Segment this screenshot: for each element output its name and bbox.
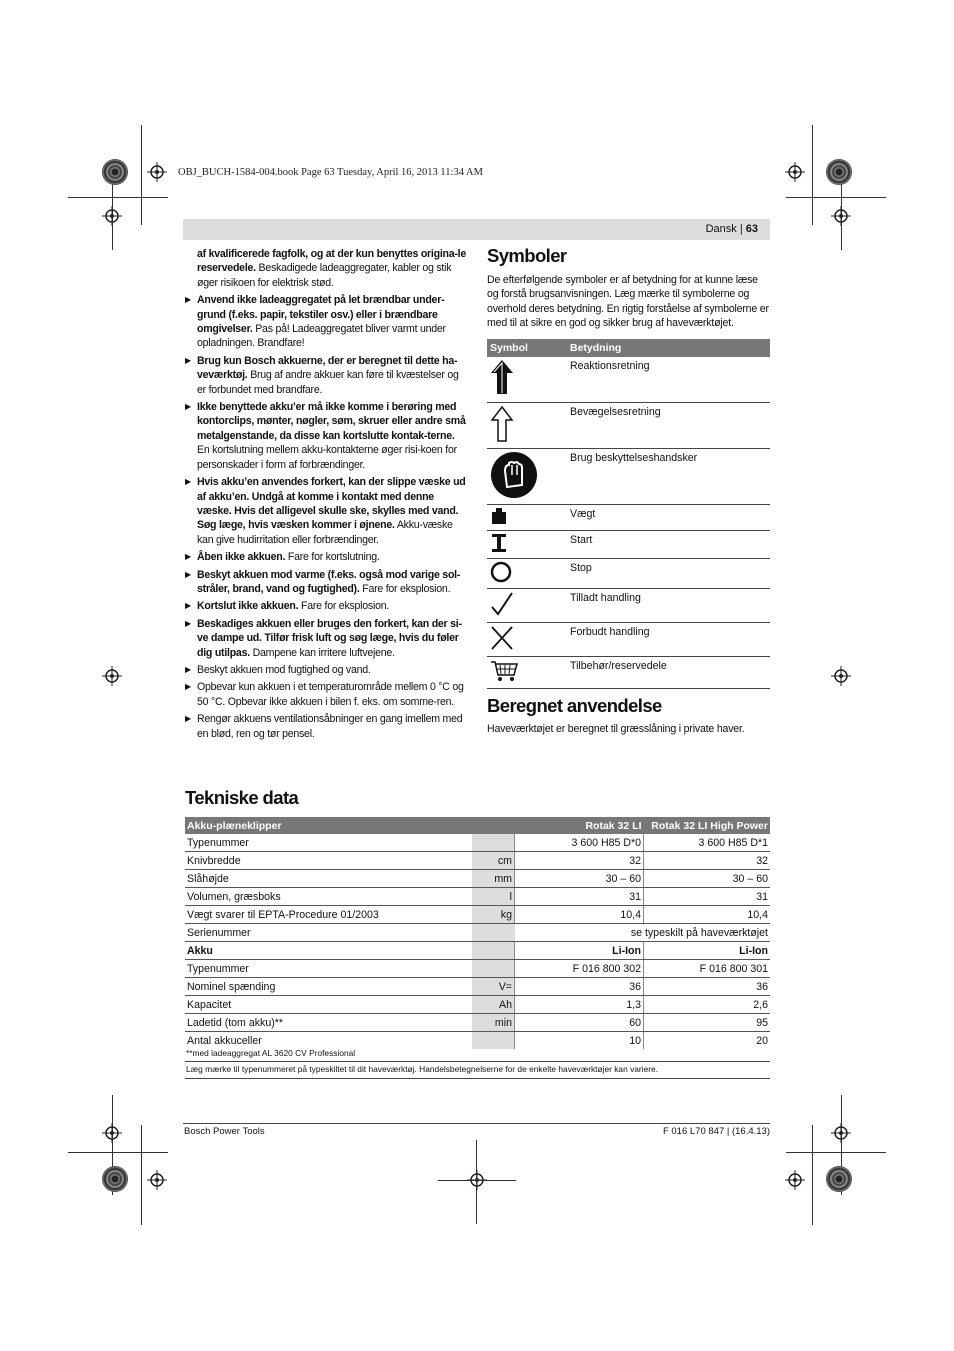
tech-data-table: Akku-plæneklipper Rotak 32 LI Rotak 32 LI High Power Typenummer 3 600 H85 D*0 3 600 H85 D*1 Knivbredde cm 32 32 Slåhøjde mm 30 – 60 30 – 60 Volumen, græsboks l 31 31 Vægt svarer til EPTA-Procedure 01/2003 kg 10,4 10,4 Serienummer se typeskilt på haveværktøjet Akku Li-Ion Li-Ion Typenummer F 016 800 302 F 016 800 301 Nominel spænding V= 36 36 Kapacitet Ah 1,3 2,6 Ladetid (tom akku)** min 60 95 Antal akkuceller 10 20 xyxy=(185,817,770,1049)
table-row: Vægt xyxy=(487,505,770,531)
table-row: Bevægelsesretning xyxy=(487,403,770,449)
table-row: Brug beskyttelseshandsker xyxy=(487,449,770,505)
table-row: Akku Li-Ion Li-Ion xyxy=(185,942,770,960)
divider xyxy=(185,1078,770,1079)
safety-instruction-item: ▶ Beskadiges akkuen eller bruges den forkert, kan der si-ve dampe ud. Tilfør frisk luft og søg læge, hvis du føler dig utilpas. Dampene kan irritere luftvejene. xyxy=(185,617,467,660)
safety-instruction-item: ▶ Ikke benyttede akku’er må ikke komme i berøring med kontorclips, mønter, nøgler, søm, skruer eller andre små metalgenstande, da disse kan kortslutte kontak-terne. En kortslutning mellem akku-kontakterne øger risi-koen for personskader i form af forbrændinger. xyxy=(185,400,467,472)
type-note: Læg mærke til typenummeret på typeskiltet til dit haveværktøj. Handelsbetegnelserne for de enkelte haveværktøjer kan variere. xyxy=(186,1064,659,1074)
crosshair-icon xyxy=(147,1170,167,1190)
meaning-column-header: Betydning xyxy=(567,339,770,357)
crosshair-icon xyxy=(831,666,851,686)
crosshair-icon xyxy=(785,1170,805,1190)
safety-instruction-item: ▶ Opbevar kun akkuen i et temperaturområde mellem 0 °C og 50 °C. Opbevar ikke akkuen i bilen f. eks. om somme-ren. xyxy=(185,680,467,709)
crop-mark xyxy=(141,125,142,225)
table-row: Slåhøjde mm 30 – 60 30 – 60 xyxy=(185,870,770,888)
start-icon xyxy=(490,533,508,553)
print-info: OBJ_BUCH-1584-004.book Page 63 Tuesday, April 16, 2013 11:34 AM xyxy=(178,167,483,178)
symbols-table xyxy=(487,339,770,690)
table-row: Start xyxy=(487,531,770,559)
checkmark-icon xyxy=(490,591,514,617)
page-number: 63 xyxy=(745,223,758,235)
table-row: Typenummer F 016 800 302 F 016 800 301 xyxy=(185,960,770,978)
footnote: **med ladeaggregat AL 3620 CV Professional xyxy=(186,1048,356,1058)
table-row: Knivbredde cm 32 32 xyxy=(185,852,770,870)
safety-instruction-item: ▶ Beskyt akkuen mod varme (f.eks. også mod varige sol-stråler, brand, vand og fugtighed). Fare for eksplosion. xyxy=(185,568,467,597)
header-language: Dansk xyxy=(705,223,737,235)
safety-instruction-item: ▶ Anvend ikke ladeaggregatet på let brændbar under-grund (f.eks. papir, tekstiler osv.) eller i brændbare omgivelser. Pas på! Ladeaggregatet bliver varmt under opladningen. Brandfare! xyxy=(185,293,467,351)
crop-mark xyxy=(812,125,813,225)
table-row: Forbudt handling xyxy=(487,623,770,657)
crop-mark xyxy=(438,1180,516,1181)
crop-mark xyxy=(786,197,886,198)
table-row: Nominel spænding V= 36 36 xyxy=(185,978,770,996)
symbols-title: Symboler xyxy=(487,245,567,266)
safety-instructions xyxy=(185,247,467,744)
safety-instruction-item: ▶ Brug kun Bosch akkuerne, der er beregnet til dette ha-veværktøj. Brug af andre akkuer kan føre til kvæstelser og er forbundet med brandfare. xyxy=(185,354,467,397)
table-row: Vægt svarer til EPTA-Procedure 01/2003 kg 10,4 10,4 xyxy=(185,906,770,924)
usage-title: Beregnet anvendelse xyxy=(487,695,662,717)
tech-data-title: Tekniske data xyxy=(185,787,299,808)
safety-instruction-item: ▶ Rengør akkuens ventilationsåbninger en gang imellem med en blød, ren og tør pensel. xyxy=(185,712,467,741)
cross-icon xyxy=(490,625,514,651)
table-row: Antal akkuceller 10 20 xyxy=(185,1032,770,1050)
registration-rosette-icon xyxy=(826,159,852,185)
table-row: Stop xyxy=(487,559,770,589)
crosshair-icon xyxy=(831,206,851,226)
registration-rosette-icon xyxy=(826,1166,852,1192)
stop-icon xyxy=(490,561,512,583)
footer-doc-number: F 016 L70 847 | (16.4.13) xyxy=(662,1126,770,1137)
crop-mark xyxy=(812,1125,813,1225)
crop-mark xyxy=(68,1152,168,1153)
footer-divider xyxy=(183,1123,770,1124)
crop-mark xyxy=(141,1125,142,1225)
shopping-cart-icon xyxy=(490,659,518,683)
crop-mark xyxy=(68,197,168,198)
table-row: Serienummer se typeskilt på haveværktøjet xyxy=(185,924,770,942)
usage-text: Haveværktøjet er beregnet til græsslåning i private haver. xyxy=(487,723,745,736)
solid-up-arrow-icon xyxy=(490,359,514,395)
table-row: Tilladt handling xyxy=(487,589,770,623)
outline-up-arrow-icon xyxy=(490,405,514,443)
crop-mark xyxy=(786,1152,886,1153)
safety-instruction-item: ▶ Hvis akku’en anvendes forkert, kan der slippe væske ud af akku’en. Undgå at komme i kontakt med denne væske. Hvis det alligevel skulle ske, skylles med vand. Søg læge, hvis væsken kommer i øjnene. Akku-væske kan give hudirritation eller forbrændinger. xyxy=(185,475,467,547)
crosshair-icon xyxy=(831,1123,851,1143)
crosshair-icon xyxy=(102,666,122,686)
weight-icon xyxy=(490,507,508,525)
table-row: Tilbehør/reservedele xyxy=(487,657,770,689)
crosshair-icon xyxy=(147,162,167,182)
safety-instruction-item: af kvalificerede fagfolk, og at der kun benyttes origina-le reservedele. Beskadigede ladeaggregater, kabler og stik øger risikoen for elektrisk stød. xyxy=(197,248,467,289)
crosshair-icon xyxy=(102,206,122,226)
symbol-column-header: Symbol xyxy=(487,339,567,357)
safety-instruction-item: ▶ Kortslut ikke akkuen. Fare for eksplosion. xyxy=(185,599,467,613)
gloves-icon xyxy=(490,451,538,499)
registration-rosette-icon xyxy=(102,1166,128,1192)
safety-instruction-item: ▶ Beskyt akkuen mod fugtighed og vand. xyxy=(185,663,467,677)
table-row: Ladetid (tom akku)** min 60 95 xyxy=(185,1014,770,1032)
table-row: Volumen, græsboks l 31 31 xyxy=(185,888,770,906)
crosshair-icon xyxy=(785,162,805,182)
page-header: Dansk | 63 xyxy=(183,219,770,240)
divider xyxy=(185,1061,770,1062)
registration-rosette-icon xyxy=(102,159,128,185)
footer-brand: Bosch Power Tools xyxy=(184,1126,265,1137)
safety-instruction-item: ▶ Åben ikke akkuen. Fare for kortslutning. xyxy=(185,550,467,564)
crop-mark xyxy=(476,1140,477,1224)
symbols-intro: De efterfølgende symboler er af betydning for at kunne læse og forstå brugsanvisningen. Læg mærke til symbolerne og overhold deres betydning. En rigtig forståelse af symbolerne er med til at sikre en god og sikker brug af haveværktøjet. xyxy=(487,274,769,330)
symbols-section xyxy=(487,245,770,745)
table-row: Kapacitet Ah 1,3 2,6 xyxy=(185,996,770,1014)
table-row: Typenummer 3 600 H85 D*0 3 600 H85 D*1 xyxy=(185,834,770,852)
crosshair-icon xyxy=(102,1123,122,1143)
table-row: Reaktionsretning xyxy=(487,357,770,403)
